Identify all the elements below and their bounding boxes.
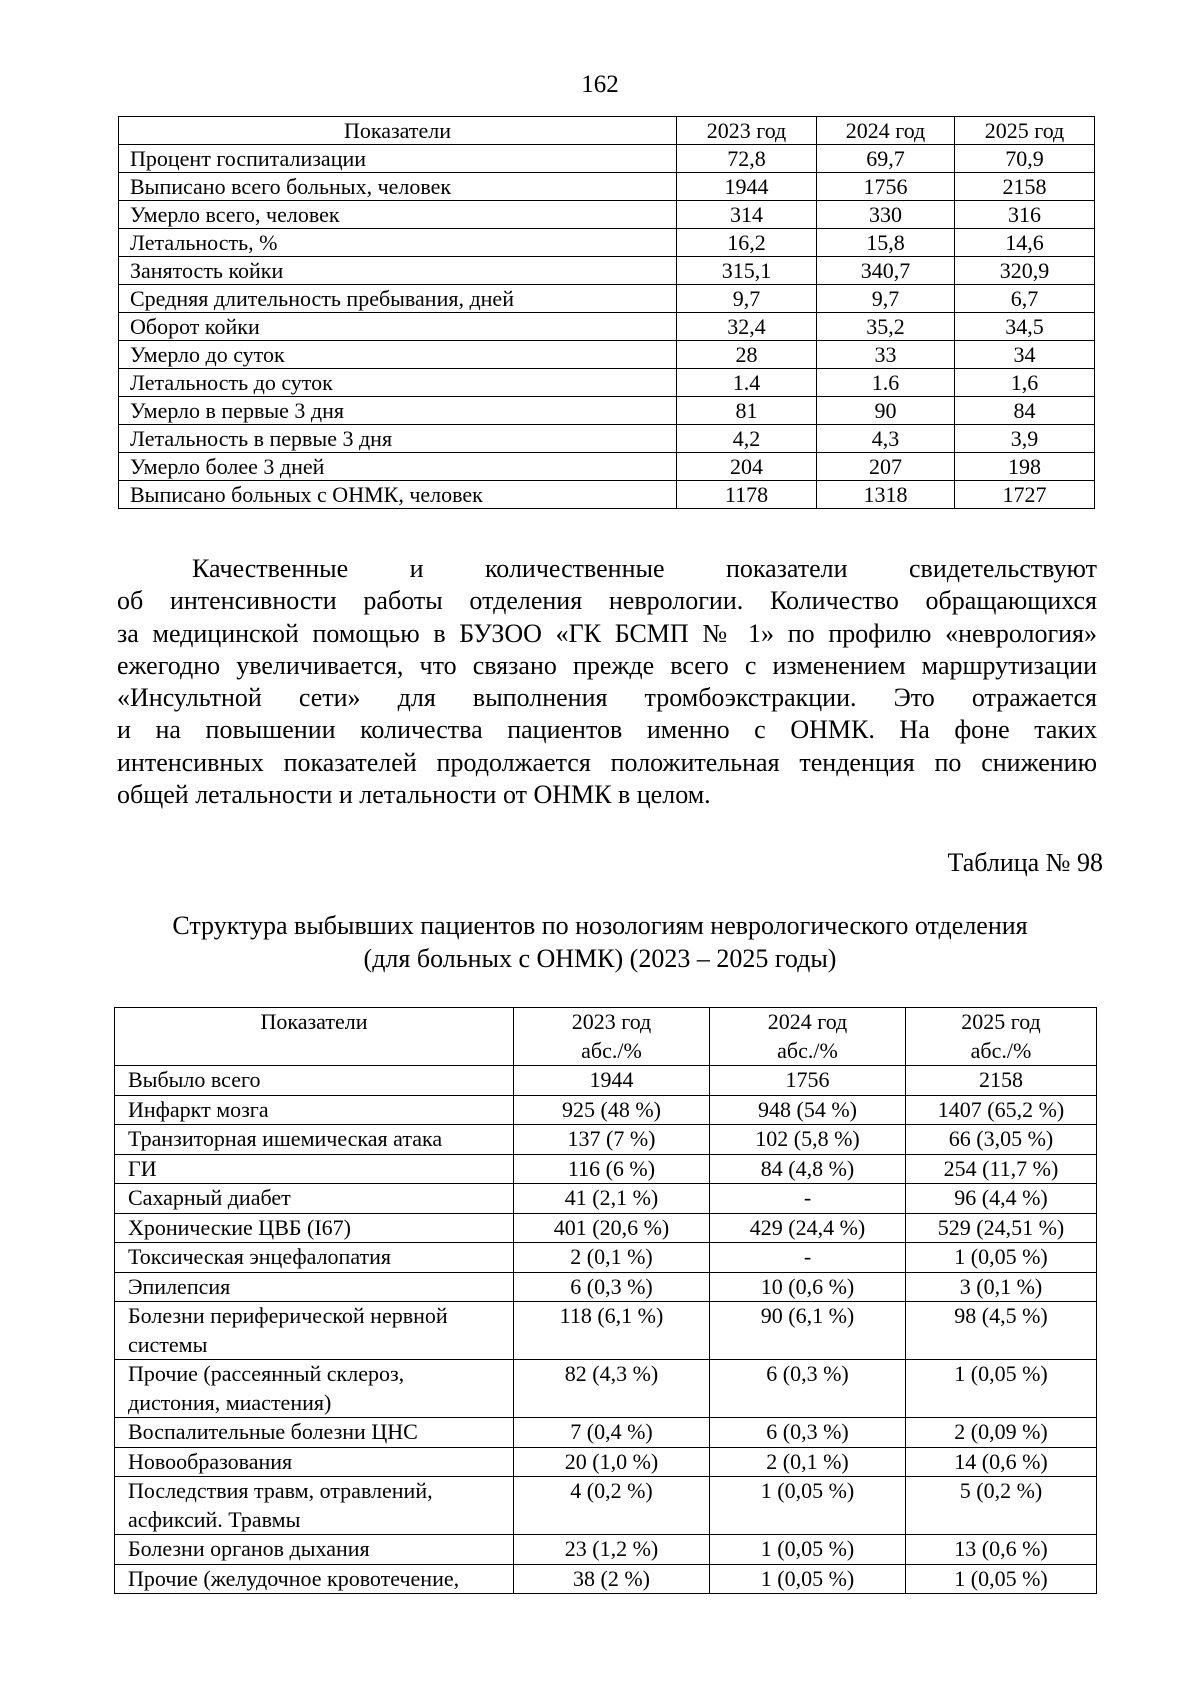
header-line: Показатели — [260, 1009, 368, 1034]
value-cell: 10 (0,6 %) — [710, 1272, 906, 1302]
value-cell: 5 (0,2 %) — [906, 1477, 1097, 1535]
value-cell: 2158 — [906, 1066, 1097, 1096]
table-row — [115, 1477, 1097, 1535]
table-row — [119, 481, 1095, 509]
value-cell: 1944 — [514, 1066, 710, 1096]
paragraph-line: об интенсивности работы отделения неврологии. Количество обращающихся — [117, 586, 1097, 616]
header-line: 2024 год — [767, 1009, 848, 1034]
body-paragraph — [117, 553, 1097, 811]
table-row — [119, 369, 1095, 397]
caption-line: (для больных с ОНМК) (2023 – 2025 годы) — [363, 943, 837, 973]
table-row — [119, 229, 1095, 257]
value-cell: 66 (3,05 %) — [906, 1125, 1097, 1155]
column-header — [710, 1008, 906, 1066]
row-label: Занятость койки — [119, 257, 677, 285]
row-label — [115, 1213, 514, 1243]
value-cell: 84 (4,8 %) — [710, 1154, 906, 1184]
row-label-line: Воспалительные болезни ЦНС — [128, 1419, 418, 1444]
row-label — [115, 1418, 514, 1448]
table-row — [115, 1243, 1097, 1273]
value-cell: 14 (0,6 %) — [906, 1447, 1097, 1477]
value-cell: 330 — [817, 201, 955, 229]
column-header: 2024 год — [817, 117, 955, 145]
value-cell: 1407 (65,2 %) — [906, 1095, 1097, 1125]
value-cell: 2 (0,09 %) — [906, 1418, 1097, 1448]
row-label-line: системы — [128, 1331, 208, 1357]
row-label — [115, 1095, 514, 1125]
row-label — [115, 1272, 514, 1302]
table-row — [115, 1447, 1097, 1477]
value-cell: 7 (0,4 %) — [514, 1418, 710, 1448]
row-label: Выписано больных с ОНМК, человек — [119, 481, 677, 509]
table-row — [115, 1154, 1097, 1184]
value-cell: 15,8 — [817, 229, 955, 257]
row-label: Средняя длительность пребывания, дней — [119, 285, 677, 313]
row-label — [115, 1535, 514, 1565]
value-cell: 314 — [677, 201, 817, 229]
row-label: Оборот койки — [119, 313, 677, 341]
table-row — [115, 1095, 1097, 1125]
value-cell: 4,3 — [817, 425, 955, 453]
value-cell: 4,2 — [677, 425, 817, 453]
row-label-line: Прочие (желудочное кровотечение, — [128, 1565, 460, 1591]
value-cell: 81 — [677, 397, 817, 425]
value-cell: 948 (54 %) — [710, 1095, 906, 1125]
value-cell: 118 (6,1 %) — [514, 1302, 710, 1360]
row-label — [115, 1154, 514, 1184]
paragraph-line: и на повышении количества пациентов именно с ОНМК. На фоне таких — [117, 715, 1097, 745]
value-cell: 2 (0,1 %) — [710, 1447, 906, 1477]
header-row — [119, 117, 1095, 145]
value-cell: 401 (20,6 %) — [514, 1213, 710, 1243]
value-cell: 82 (4,3 %) — [514, 1360, 710, 1418]
header-line: абс./% — [777, 1037, 838, 1063]
value-cell: 1944 — [677, 173, 817, 201]
table-row — [119, 425, 1095, 453]
value-cell: 2158 — [955, 173, 1095, 201]
table-row — [119, 285, 1095, 313]
value-cell: 33 — [817, 341, 955, 369]
row-label-line: Новообразования — [128, 1448, 293, 1474]
table-row — [115, 1125, 1097, 1155]
table-caption — [0, 910, 1200, 975]
row-label-line: асфиксий. Травмы — [128, 1506, 301, 1532]
column-header — [514, 1008, 710, 1066]
header-line: абс./% — [970, 1037, 1032, 1063]
value-cell: 198 — [955, 453, 1095, 481]
value-cell: 4 (0,2 %) — [514, 1477, 710, 1535]
row-label-line: дистония, миастения) — [128, 1389, 332, 1415]
value-cell: 98 (4,5 %) — [906, 1302, 1097, 1360]
value-cell: 69,7 — [817, 145, 955, 173]
value-cell: 1178 — [677, 481, 817, 509]
paragraph-line: интенсивных показателей продолжается положительная тенденция по снижению — [117, 747, 1097, 777]
row-label — [115, 1477, 514, 1535]
table-row — [119, 173, 1095, 201]
value-cell: 315,1 — [677, 257, 817, 285]
header-line: абс./% — [581, 1037, 642, 1063]
value-cell: 6 (0,3 %) — [710, 1418, 906, 1448]
value-cell: 35,2 — [817, 313, 955, 341]
paragraph-line: Качественные и количественные показатели свидетельствуют — [192, 554, 1097, 583]
row-label: Умерло до суток — [119, 341, 677, 369]
value-cell: 1.6 — [817, 369, 955, 397]
row-label — [115, 1243, 514, 1273]
value-cell: 254 (11,7 %) — [906, 1154, 1097, 1184]
row-label — [115, 1125, 514, 1155]
table-row — [119, 453, 1095, 481]
row-label-line: Сахарный диабет — [128, 1185, 291, 1210]
header-row — [115, 1008, 1097, 1066]
column-header: 2023 год — [677, 117, 817, 145]
table-row — [115, 1272, 1097, 1302]
table-row — [115, 1066, 1097, 1096]
row-label-line: Выбыло всего — [128, 1067, 261, 1092]
value-cell: 1 (0,05 %) — [906, 1360, 1097, 1418]
value-cell: 2 (0,1 %) — [514, 1243, 710, 1273]
value-cell: 6 (0,3 %) — [710, 1360, 906, 1418]
value-cell: 429 (24,4 %) — [710, 1213, 906, 1243]
value-cell: 1.4 — [677, 369, 817, 397]
table-row — [115, 1213, 1097, 1243]
value-cell: 34 — [955, 341, 1095, 369]
value-cell: 529 (24,51 %) — [906, 1213, 1097, 1243]
table-row — [115, 1302, 1097, 1360]
row-label-line: Токсическая энцефалопатия — [128, 1244, 392, 1269]
page-number: 162 — [581, 71, 619, 98]
hospital-indicators-table — [118, 116, 1095, 509]
header-line: 2023 год — [571, 1009, 652, 1034]
value-cell: 1,6 — [955, 369, 1095, 397]
value-cell: 14,6 — [955, 229, 1095, 257]
value-cell: 34,5 — [955, 313, 1095, 341]
value-cell: 41 (2,1 %) — [514, 1184, 710, 1214]
value-cell: 16,2 — [677, 229, 817, 257]
value-cell: 1 (0,05 %) — [710, 1535, 906, 1565]
value-cell: 320,9 — [955, 257, 1095, 285]
value-cell: 9,7 — [817, 285, 955, 313]
caption-line: Структура выбывших пациентов по нозологиям неврологического отделения — [172, 911, 1028, 940]
table-row — [119, 341, 1095, 369]
value-cell: 90 (6,1 %) — [710, 1302, 906, 1360]
row-label: Летальность, % — [119, 229, 677, 257]
row-label-line: Эпилепсия — [128, 1273, 231, 1299]
value-cell: 925 (48 %) — [514, 1095, 710, 1125]
row-label: Умерло в первые 3 дня — [119, 397, 677, 425]
row-label: Процент госпитализации — [119, 145, 677, 173]
row-label: Умерло более 3 дней — [119, 453, 677, 481]
table-row — [115, 1564, 1097, 1594]
value-cell: 84 — [955, 397, 1095, 425]
value-cell: 38 (2 %) — [514, 1564, 710, 1594]
table-row — [119, 145, 1095, 173]
paragraph-line: ежегодно увеличивается, что связано прежде всего с изменением маршрутизации — [117, 650, 1097, 680]
row-label — [115, 1447, 514, 1477]
value-cell: 316 — [955, 201, 1095, 229]
row-label-line: Транзиторная ишемическая атака — [128, 1126, 443, 1151]
table-row — [115, 1360, 1097, 1418]
row-label: Выписано всего больных, человек — [119, 173, 677, 201]
value-cell: 90 — [817, 397, 955, 425]
row-label: Летальность в первые 3 дня — [119, 425, 677, 453]
value-cell: 340,7 — [817, 257, 955, 285]
column-header: Показатели — [119, 117, 677, 145]
nosology-structure-table — [114, 1007, 1097, 1594]
value-cell: 6 (0,3 %) — [514, 1272, 710, 1302]
row-label-line: Инфаркт мозга — [128, 1096, 269, 1122]
value-cell: 70,9 — [955, 145, 1095, 173]
row-label-line: Хронические ЦВБ (I67) — [128, 1214, 351, 1240]
table-row — [119, 257, 1095, 285]
value-cell: 137 (7 %) — [514, 1125, 710, 1155]
column-header — [115, 1008, 514, 1066]
value-cell: 1 (0,05 %) — [906, 1243, 1097, 1273]
column-header: 2025 год — [955, 117, 1095, 145]
table-row — [119, 313, 1095, 341]
value-cell: 1727 — [955, 481, 1095, 509]
row-label: Умерло всего, человек — [119, 201, 677, 229]
column-header — [906, 1008, 1097, 1066]
row-label-line: Прочие (рассеянный склероз, — [128, 1361, 405, 1386]
value-cell: 1 (0,05 %) — [710, 1564, 906, 1594]
value-cell: 9,7 — [677, 285, 817, 313]
table-row — [115, 1184, 1097, 1214]
value-cell: 1756 — [710, 1066, 906, 1096]
paragraph-line: «Инсультной сети» для выполнения тромбоэкстракции. Это отражается — [117, 683, 1097, 713]
value-cell: 1 (0,05 %) — [906, 1564, 1097, 1594]
value-cell: 96 (4,4 %) — [906, 1184, 1097, 1214]
value-cell: - — [710, 1184, 906, 1214]
value-cell: 20 (1,0 %) — [514, 1447, 710, 1477]
value-cell: 204 — [677, 453, 817, 481]
table-row — [115, 1418, 1097, 1448]
value-cell: 32,4 — [677, 313, 817, 341]
row-label: Летальность до суток — [119, 369, 677, 397]
value-cell: 1318 — [817, 481, 955, 509]
row-label — [115, 1564, 514, 1594]
value-cell: 6,7 — [955, 285, 1095, 313]
value-cell: 207 — [817, 453, 955, 481]
value-cell: 72,8 — [677, 145, 817, 173]
paragraph-line: общей летальности и летальности от ОНМК в целом. — [117, 780, 711, 810]
row-label-line: Болезни органов дыхания — [128, 1536, 370, 1561]
value-cell: 102 (5,8 %) — [710, 1125, 906, 1155]
value-cell: 28 — [677, 341, 817, 369]
row-label — [115, 1360, 514, 1418]
value-cell: 3 (0,1 %) — [906, 1272, 1097, 1302]
row-label — [115, 1066, 514, 1096]
row-label-line: Последствия травм, отравлений, — [128, 1478, 433, 1503]
value-cell: 13 (0,6 %) — [906, 1535, 1097, 1565]
row-label-line: Болезни периферической нервной — [128, 1303, 448, 1328]
paragraph-line: за медицинской помощью в БУЗОО «ГК БСМП № 1» по профилю «неврология» — [117, 618, 1097, 648]
value-cell: 1756 — [817, 173, 955, 201]
row-label — [115, 1184, 514, 1214]
table-row — [119, 397, 1095, 425]
row-label — [115, 1302, 514, 1360]
table-row — [115, 1535, 1097, 1565]
value-cell: 3,9 — [955, 425, 1095, 453]
header-line: 2025 год — [961, 1009, 1041, 1034]
value-cell: 116 (6 %) — [514, 1154, 710, 1184]
table-number: Таблица № 98 — [947, 848, 1103, 877]
value-cell: 1 (0,05 %) — [710, 1477, 906, 1535]
row-label-line: ГИ — [128, 1155, 157, 1181]
value-cell: - — [710, 1243, 906, 1273]
value-cell: 23 (1,2 %) — [514, 1535, 710, 1565]
table-row — [119, 201, 1095, 229]
